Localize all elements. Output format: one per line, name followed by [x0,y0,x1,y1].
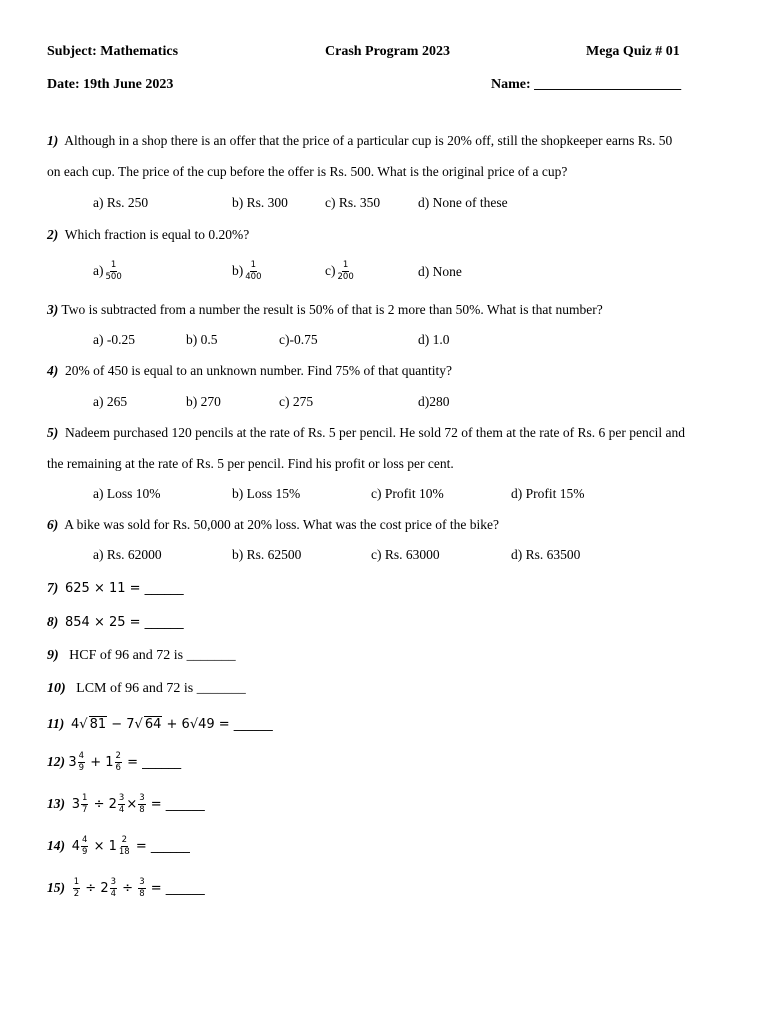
option-d[interactable]: d)280 [418,394,450,409]
question-text: Which fraction is equal to 0.20%? [64,227,250,242]
question-number: 2) [47,227,59,242]
question-text: HCF of 96 and 72 is _______ [69,648,236,663]
option-d[interactable]: d) 1.0 [418,332,450,347]
program-label: Crash Program 2023 [325,44,450,59]
option-c[interactable] [325,261,356,281]
question-5 [47,425,685,441]
option-d[interactable]: d) Profit 15% [511,486,585,501]
option-a[interactable]: a) Rs. 62000 [93,547,162,562]
option-a[interactable] [93,261,124,281]
option-d[interactable]: d) None [418,264,462,279]
fraction: $\frac{4}{9}$ [78,751,85,773]
option-b[interactable]: b) 270 [186,394,221,409]
option-c[interactable]: c) Rs. 350 [325,195,381,210]
option-b[interactable]: b) Loss 15% [232,486,301,501]
fraction: $\frac{3}{4}$ [118,793,125,815]
option-c[interactable]: c) Rs. 63000 [371,547,440,562]
question-7 [47,580,184,596]
fraction: $\frac{4}{9}$ [82,835,88,857]
fraction: $\frac{1}{400}$ [245,260,262,282]
option-c[interactable]: c)-0.75 [279,332,318,347]
question-text: A bike was sold for Rs. 50,000 at 20% loss. What was the cost price of the bike? [64,517,499,532]
question-6 [47,517,499,533]
option-b[interactable] [232,261,263,281]
name-field[interactable]: Name: _____________________ [491,77,682,92]
option-c[interactable]: c) Profit 10% [371,486,444,501]
question-number: 12) [47,754,65,769]
question-text: Two is subtracted from a number the result is 50% of that is 2 more than 50%. What is that number? [61,302,603,317]
fraction: $\frac{3}{4}$ [110,877,117,899]
date-label: Date: 19th June 2023 [47,77,174,92]
option-label: a) [93,263,104,278]
subject-label: Subject: Mathematics [47,44,179,59]
question-3 [47,302,603,318]
fraction: $\frac{3}{8}$ [139,793,145,815]
question-10 [47,681,246,697]
question-text: 20% of 450 is equal to an unknown number. Find 75% of that quantity? [65,363,452,378]
math-expression: 3 $\frac{4}{9}$ + 1 $\frac{2}{6}$ = ______ [68,751,182,773]
option-a[interactable]: a) 265 [93,394,128,409]
option-c[interactable]: c) 275 [279,394,314,409]
question-9 [47,648,236,664]
question-number: 13) [47,796,65,811]
question-text: Although in a shop there is an offer that the price of a particular cup is 20% off, still the shopkeeper earns Rs. 50 [64,133,673,148]
question-13 [47,794,205,814]
question-8 [47,614,184,630]
question-number: 6) [47,517,59,532]
question-number: 5) [47,425,59,440]
question-text: LCM of 96 and 72 is _______ [76,681,246,696]
option-b[interactable]: b) Rs. 62500 [232,547,302,562]
fraction: $\frac{2}{6}$ [115,751,121,773]
math-expression: $\frac{1}{2}$ ÷ 2 $\frac{3}{4}$ ÷ $\frac{3}{8}$ = ______ [73,877,205,899]
question-14 [47,836,190,856]
question-12 [47,752,181,772]
question-number: 9) [47,648,59,663]
math-expression: 854 × 25 = ______ [65,614,184,630]
option-label: b) [232,263,244,278]
question-4 [47,363,452,379]
option-label: c) [325,263,336,278]
option-d[interactable]: d) None of these [418,195,508,210]
question-text-continued: the remaining at the rate of Rs. 5 per pencil. Find his profit or loss per cent. [47,456,454,471]
question-11 [47,716,273,732]
question-2 [47,227,249,243]
option-d[interactable]: d) Rs. 63500 [511,547,581,562]
fraction: $\frac{1}{7}$ [82,793,88,815]
question-1 [47,133,672,149]
question-number: 15) [47,880,65,895]
question-number: 3) [47,302,59,317]
fraction: $\frac{1}{2}$ [73,877,80,899]
question-number: 10) [47,681,66,696]
question-text: Nadeem purchased 120 pencils at the rate of Rs. 5 per pencil. He sold 72 of them at the rate of Rs. 6 per pencil and [65,425,686,440]
math-expression: 3 $\frac{1}{7}$ ÷ 2 $\frac{3}{4}$ × $\frac{3}{8}$ = ______ [71,793,205,815]
question-number: 1) [47,133,59,148]
option-a[interactable]: a) Loss 10% [93,486,161,501]
fraction: $\frac{3}{8}$ [139,877,145,899]
question-number: 11) [47,716,65,731]
math-expression: 4√ 81 − 7√ 64 + 6√49 = ______ [71,716,273,732]
option-b[interactable]: b) 0.5 [186,332,218,347]
math-expression: 4 $\frac{4}{9}$ × 1 $\frac{2}{18}$ = ______ [71,835,190,857]
option-a[interactable]: a) Rs. 250 [93,195,149,210]
quiz-label: Mega Quiz # 01 [586,44,680,59]
question-text-continued: on each cup. The price of the cup before the offer is Rs. 500. What is the original price of a cup? [47,164,568,179]
question-15 [47,878,205,898]
question-number: 8) [47,614,59,629]
question-number: 14) [47,838,65,853]
fraction: $\frac{1}{500}$ [105,260,122,282]
question-number: 7) [47,580,59,595]
fraction: $\frac{2}{18}$ [118,835,130,857]
option-a[interactable]: a) -0.25 [93,332,135,347]
math-expression: 625 × 11 = ______ [65,580,184,596]
fraction: $\frac{1}{200}$ [337,260,354,282]
option-b[interactable]: b) Rs. 300 [232,195,288,210]
question-number: 4) [47,363,59,378]
